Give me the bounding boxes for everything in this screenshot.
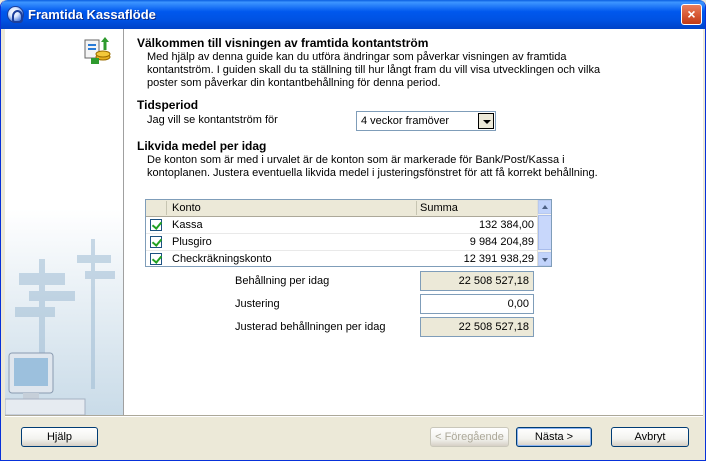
cashflow-wizard-icon [83, 36, 113, 66]
balance-field: 22 508 527,18 [420, 271, 534, 291]
period-label: Jag vill se kontantström för [147, 114, 278, 126]
window-title: Framtida Kassaflöde [28, 7, 156, 22]
next-button[interactable]: Nästa > [516, 427, 592, 447]
account-name: Checkräkningskonto [172, 253, 272, 265]
period-select[interactable] [356, 111, 496, 131]
liquid-text-line-1: De konton som är med i urvalet är de konton som är markerade för Bank/Post/Kassa i [147, 154, 565, 166]
scroll-up-icon[interactable] [538, 200, 552, 214]
row-checkbox[interactable] [150, 236, 162, 248]
previous-button[interactable]: < Föregående [430, 427, 509, 447]
balance-label: Behållning per idag [235, 275, 330, 287]
period-heading: Tidsperiod [137, 98, 199, 112]
cancel-button[interactable]: Avbryt [611, 427, 689, 447]
table-scrollbar[interactable] [537, 200, 551, 266]
account-name: Kassa [172, 219, 203, 231]
adjust-input[interactable]: 0,00 [420, 294, 534, 314]
column-header-konto[interactable]: Konto [172, 202, 201, 214]
table-row[interactable] [146, 234, 538, 251]
table-row[interactable] [146, 251, 538, 267]
account-sum: 12 391 938,29 [463, 253, 534, 265]
table-header [146, 200, 538, 217]
side-illustration-panel [5, 29, 124, 415]
accounts-table[interactable] [145, 199, 552, 267]
intro-text-line-3: poster som påverkar din kontantbehållning för denna period. [147, 77, 441, 89]
help-button[interactable]: Hjälp [21, 427, 98, 447]
adjusted-balance-field: 22 508 527,18 [420, 317, 534, 337]
column-divider [416, 201, 417, 215]
account-sum: 9 984 204,89 [469, 236, 534, 248]
wizard-content [124, 29, 703, 415]
account-sum: 132 384,00 [478, 219, 534, 231]
adjust-label: Justering [235, 298, 280, 310]
row-checkbox[interactable] [150, 253, 162, 265]
intro-text-line-2: kontantström. I guiden skall du ta ställning till hur långt fram du vill visa utvecklingen och vilka [147, 64, 601, 76]
adjusted-balance-label: Justerad behållningen per idag [235, 321, 386, 333]
liquid-text-line-2: kontoplanen. Justera eventuella likvida medel i justeringsfönstret för att få korrekt behållning. [147, 167, 598, 179]
app-icon [7, 6, 24, 23]
side-illustration [5, 29, 124, 415]
row-checkbox[interactable] [150, 219, 162, 231]
column-divider [166, 201, 167, 215]
close-button[interactable]: × [681, 4, 702, 25]
column-header-summa[interactable]: Summa [420, 202, 458, 214]
footer-divider [5, 415, 703, 417]
intro-text-line-1: Med hjälp av denna guide kan du utföra ändringar som påverkar visningen av framtida [147, 51, 567, 63]
intro-heading: Välkommen till visningen av framtida kontantström [137, 36, 429, 50]
account-name: Plusgiro [172, 236, 212, 248]
title-bar [1, 0, 706, 29]
scroll-down-icon[interactable] [538, 252, 552, 266]
liquid-heading: Likvida medel per idag [137, 139, 267, 153]
scroll-thumb[interactable] [538, 215, 552, 250]
chevron-down-icon[interactable] [478, 113, 494, 129]
period-select-value: 4 veckor framöver [361, 115, 450, 127]
table-row[interactable] [146, 217, 538, 234]
